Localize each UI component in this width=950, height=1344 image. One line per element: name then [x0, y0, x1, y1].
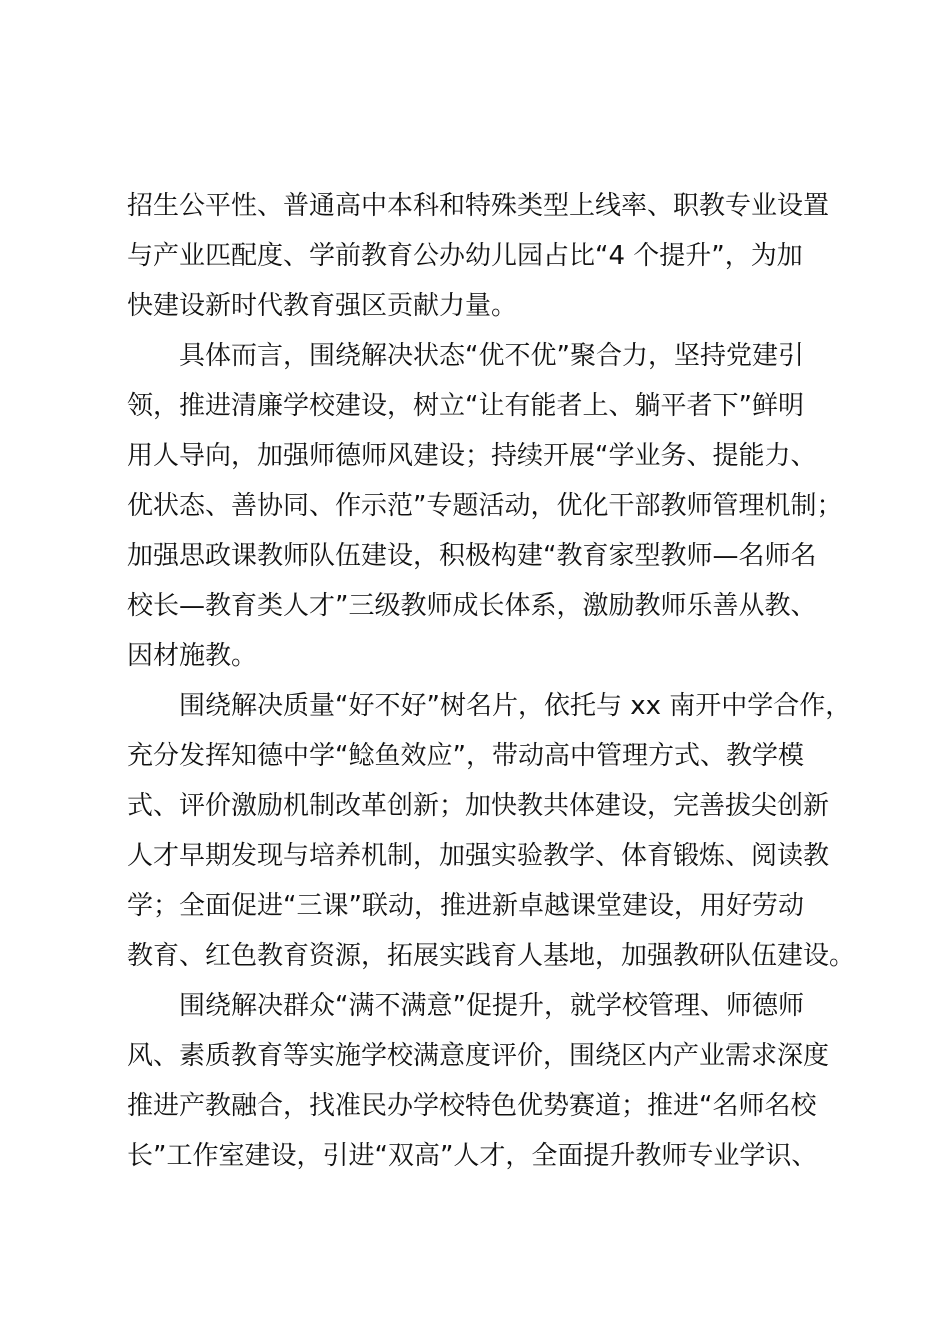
text-line: 风、素质教育等实施学校满意度评价，围绕区内产业需求深度	[127, 1041, 830, 1071]
text-line: 校长—教育类人才”三级教师成长体系，激励教师乐善从教、	[127, 591, 817, 621]
text-line: 招生公平性、普通高中本科和特殊类型上线率、职教专业设置	[127, 191, 830, 221]
text-line: 加强思政课教师队伍建设，积极构建“教育家型教师—名师名	[127, 541, 817, 571]
body-text	[127, 181, 856, 1181]
text-line: 长”工作室建设，引进“双高”人才，全面提升教师专业学识、	[127, 1141, 818, 1171]
text-line: 充分发挥知德中学“鲶鱼效应”，带动高中管理方式、教学模	[127, 741, 804, 771]
text-line: 快建设新时代教育强区贡献力量。	[127, 291, 518, 321]
text-line: 教育、红色教育资源，拓展实践育人基地，加强教研队伍建设。	[127, 941, 856, 971]
text-line: 领，推进清廉学校建设，树立“让有能者上、躺平者下”鲜明	[127, 391, 804, 421]
text-line: 因材施教。	[127, 641, 258, 671]
text-line: 学；全面促进“三课”联动，推进新卓越课堂建设，用好劳动	[127, 891, 804, 921]
text-line: 式、评价激励机制改革创新；加快教共体建设，完善拔尖创新	[127, 791, 830, 821]
text-line: 推进产教融合，找准民办学校特色优势赛道；推进“名师名校	[127, 1091, 817, 1121]
text-line: 优状态、善协同、作示范”专题活动，优化干部教师管理机制；	[127, 491, 843, 521]
text-line: 与产业匹配度、学前教育公办幼儿园占比“4 个提升”，为加	[127, 241, 803, 271]
paragraph-first-line: 具体而言，围绕解决状态“优不优”聚合力，坚持党建引	[179, 341, 804, 371]
paragraph-first-line: 围绕解决质量“好不好”树名片，依托与 xx 南开中学合作，	[179, 691, 852, 721]
text-line: 用人导向，加强师德师风建设；持续开展“学业务、提能力、	[127, 441, 817, 471]
text-line: 人才早期发现与培养机制，加强实验教学、体育锻炼、阅读教	[127, 841, 830, 871]
paragraph-first-line: 围绕解决群众“满不满意”促提升，就学校管理、师德师	[179, 991, 804, 1021]
